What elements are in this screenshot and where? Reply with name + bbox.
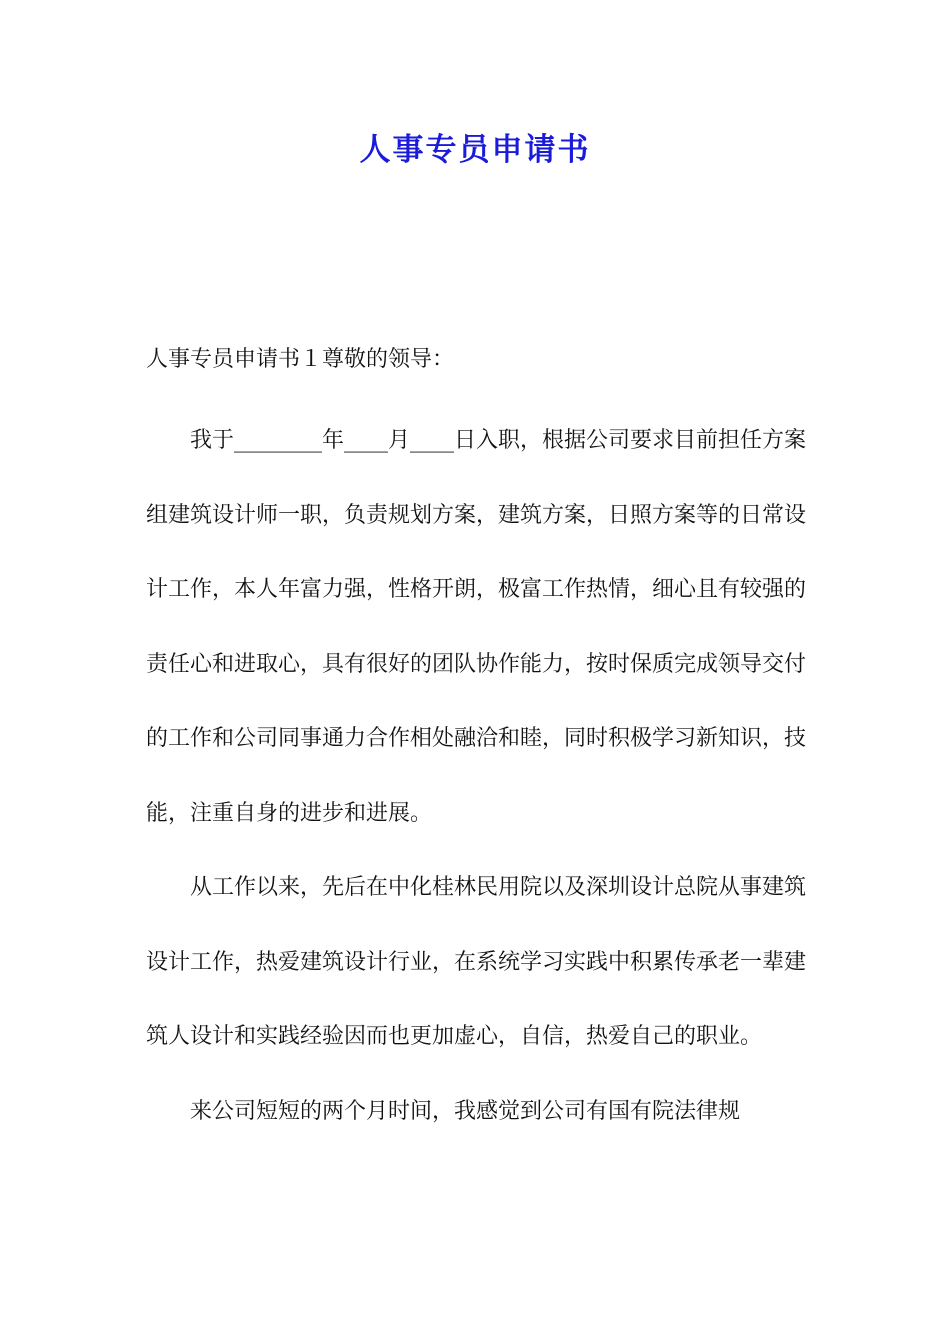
paragraph-1: 我于________年____月____日入职，根据公司要求目前担任方案组建筑设计师一职，负责规划方案，建筑方案，日照方案等的日常设计工作，本人年富力强，性格开朗，极富工作热情，细心且有较强的责任心和进取心，具有很好的团队协作能力，按时保质完成领导交付的工作和公司同事通力合作相处融洽和睦，同时积极学习新知识，技能，注重自身的进步和进展。 [146,428,807,826]
document-title: 人事专员申请书 [359,132,591,168]
document-body [146,336,806,1149]
paragraph-3: 来公司短短的两个月时间，我感觉到公司有国有院法律规 [190,1098,741,1124]
salutation-line: 人事专员申请书１尊敬的领导： [146,347,455,372]
paragraph-2: 从工作以来，先后在中化桂林民用院以及深圳设计总院从事建筑设计工作，热爱建筑设计行业，在系统学习实践中积累传承老一辈建筑人设计和实践经验因而也更加虚心，自信，热爱自己的职业。 [146,875,807,1049]
